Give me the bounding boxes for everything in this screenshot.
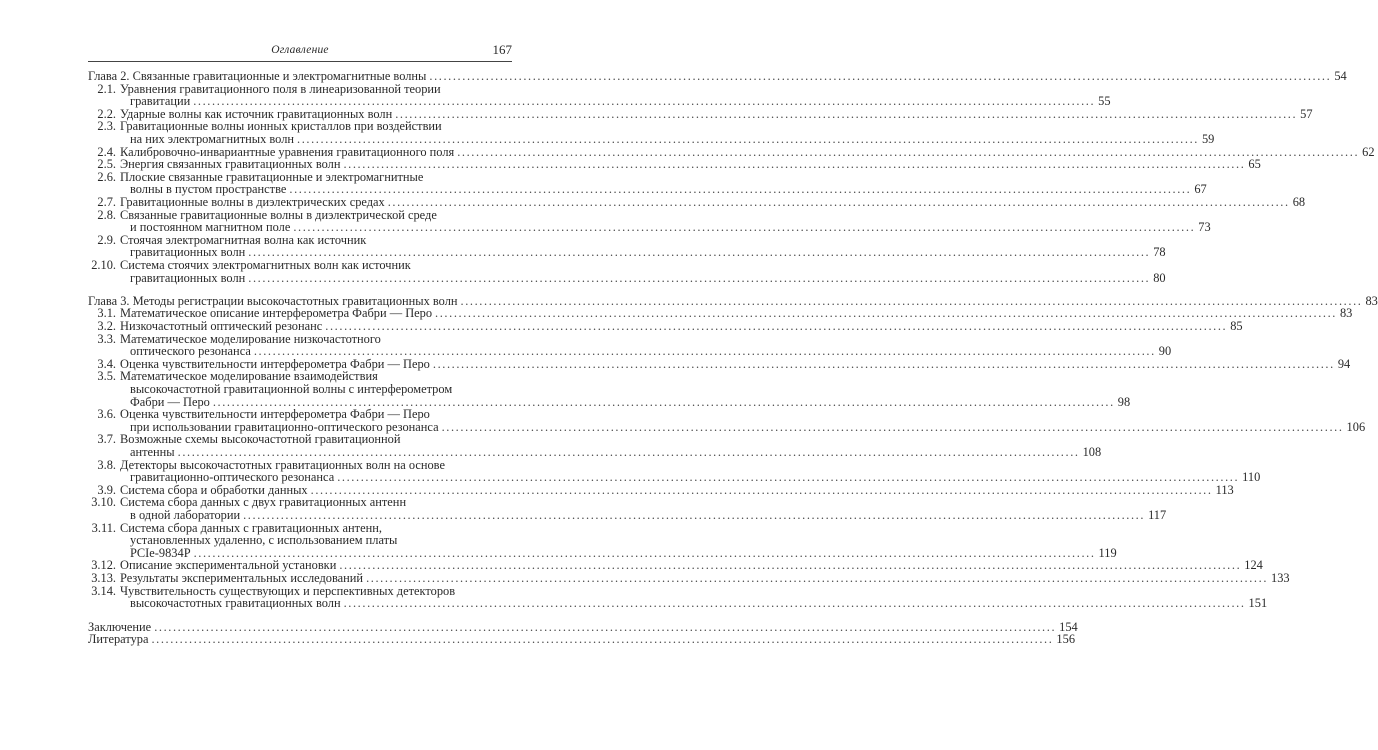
dot-leader: ................................................................................................................................................................................................	[253, 344, 1156, 359]
toc-line-text: высокочастотной гравитационной волны с интерферометром	[130, 382, 453, 397]
toc-line-text: Литература	[88, 632, 149, 647]
toc-section-entry	[88, 257, 1166, 285]
toc-section-number: 2.3.	[97, 119, 116, 134]
toc-line-text: Результаты экспериментальных исследований	[120, 570, 364, 585]
dot-leader: ................................................................................................................................................................................................	[343, 157, 1246, 172]
dot-leader: ................................................................................................................................................................................................	[366, 570, 1269, 585]
toc-line-text: в одной лаборатории	[130, 507, 241, 522]
toc-line	[88, 632, 1076, 647]
toc-line-text: высокочастотных гравитационных волн	[130, 596, 341, 611]
toc-line-text: Связанные гравитационные волны в диэлектрической среде	[120, 207, 437, 222]
toc-line-text: Математическое моделирование взаимодействия	[120, 369, 378, 384]
toc-line-text: Математическое моделирование низкочастотного	[120, 331, 381, 346]
dot-leader: ................................................................................................................................................................................................	[325, 319, 1228, 334]
dot-leader: ................................................................................................................................................................................................	[248, 270, 1151, 285]
toc-line-text: гравитационно-оптического резонанса	[130, 470, 335, 485]
toc-page-number: 124	[1244, 558, 1263, 573]
toc-line-text: Уравнения гравитационного поля в линеаризованной теории	[120, 81, 441, 96]
toc-page-number: 108	[1082, 445, 1102, 460]
toc-line-text: Глава 3. Методы регистрации высокочастотных гравитационных волн	[88, 293, 458, 308]
toc-page-number: 117	[1148, 507, 1167, 522]
toc-page-number: 83	[1339, 306, 1353, 321]
running-header-title: Оглавление	[271, 44, 329, 56]
dot-leader: ................................................................................................................................................................................................	[435, 306, 1337, 321]
toc-line-text: Оценка чувствительности интерферометра Фабри — Перо	[120, 407, 430, 422]
toc-line-text: гравитации	[130, 94, 191, 109]
toc-page-number: 110	[1242, 470, 1261, 485]
toc-line	[120, 259, 512, 272]
toc-section-entry	[88, 520, 1117, 560]
dot-leader: ................................................................................................................................................................................................	[248, 245, 1151, 260]
toc-page-number: 59	[1201, 131, 1215, 146]
toc-line-text: Фабри — Перо	[130, 394, 210, 409]
toc-chapter-entry	[88, 632, 1076, 647]
toc-line-text: Математическое описание интерферометра Фабри — Перо	[120, 306, 433, 321]
dot-leader: ................................................................................................................................................................................................	[339, 558, 1242, 573]
toc-page-number: 78	[1153, 245, 1166, 260]
toc-line	[120, 344, 1172, 359]
toc-page-number: 154	[1059, 619, 1078, 634]
toc-line-text: Заключение	[88, 619, 152, 634]
toc-section-number: 3.13.	[91, 570, 116, 585]
running-header	[88, 40, 512, 60]
toc-page-number: 68	[1292, 194, 1306, 209]
toc-section-entry	[88, 331, 1172, 359]
toc-section-number: 3.8.	[97, 457, 116, 472]
dot-leader: ................................................................................................................................................................................................	[293, 220, 1196, 235]
toc-line-text: Низкочастотный оптический резонанс	[120, 319, 323, 334]
dot-leader: ................................................................................................................................................................................................	[212, 394, 1115, 409]
toc-line-text: Ударные волны как источник гравитационных волн	[120, 106, 393, 121]
toc-line-text: Глава 2. Связанные гравитационные и электромагнитные волны	[88, 69, 427, 83]
toc-section-number: 2.1.	[97, 81, 116, 96]
toc-section-number: 2.2.	[97, 106, 116, 121]
toc-page-number: 57	[1300, 106, 1313, 121]
toc-section-number: 2.5.	[97, 157, 116, 172]
toc-section-number: 3.3.	[97, 331, 116, 346]
toc-section-number: 2.7.	[97, 194, 116, 209]
dot-leader: ................................................................................................................................................................................................	[387, 194, 1290, 209]
toc-line	[120, 408, 512, 421]
toc-line-text: PCIe-9834P	[130, 545, 191, 560]
toc-page-number: 85	[1230, 319, 1243, 334]
dot-leader: ................................................................................................................................................................................................	[193, 545, 1096, 560]
dot-leader: ................................................................................................................................................................................................	[343, 596, 1246, 611]
toc-line-text: антенны	[130, 445, 175, 460]
toc-section-number: 2.9.	[97, 232, 116, 247]
toc-page-number: 98	[1117, 394, 1131, 409]
toc-line	[120, 470, 1261, 485]
toc-section-number: 2.4.	[97, 144, 116, 159]
toc-page-number: 119	[1098, 545, 1117, 560]
dot-leader: ................................................................................................................................................................................................	[177, 445, 1080, 460]
dot-leader: ................................................................................................................................................................................................	[441, 419, 1344, 434]
dot-leader: ................................................................................................................................................................................................	[151, 632, 1054, 647]
toc-section-entry	[88, 119, 1215, 146]
toc-line	[120, 270, 1166, 285]
dot-leader: ................................................................................................................................................................................................	[154, 619, 1057, 634]
toc-page-number: 133	[1271, 570, 1290, 585]
toc-line-text: Система стоячих электромагнитных волн как источник	[120, 257, 411, 272]
toc-section-number: 3.11.	[91, 520, 116, 535]
dot-leader: ................................................................................................................................................................................................	[460, 293, 1363, 308]
toc-line-text: Плоские связанные гравитационные и электромагнитные	[120, 169, 424, 184]
toc-line-text: установленных удаленно, с использованием платы	[130, 533, 398, 548]
toc-section-number: 3.4.	[97, 356, 116, 371]
toc-page-number: 90	[1158, 344, 1172, 359]
toc-section-entry	[88, 81, 1111, 109]
toc-section-number: 3.9.	[97, 482, 116, 497]
header-rule	[88, 61, 512, 62]
toc-line-text: волны в пустом пространстве	[130, 182, 287, 197]
toc-page-number: 73	[1198, 220, 1211, 235]
toc-section-entry	[88, 232, 1166, 260]
toc-line	[120, 596, 1268, 611]
toc-section-number: 3.1.	[97, 306, 116, 321]
dot-leader: ................................................................................................................................................................................................	[337, 470, 1240, 485]
toc-page-number: 65	[1248, 157, 1261, 172]
toc-section-number: 2.10.	[91, 257, 116, 272]
toc-line	[120, 383, 512, 396]
toc-page-number: 106	[1346, 419, 1366, 434]
toc-section-number: 3.14.	[91, 583, 116, 598]
toc-line-text: Стоячая электромагнитная волна как источник	[120, 232, 367, 247]
toc-section-number: 3.10.	[91, 495, 116, 510]
toc-line-text: на них электромагнитных волн	[130, 131, 295, 146]
toc-page-number: 151	[1248, 596, 1268, 611]
toc-line-text: гравитационных волн	[130, 270, 246, 285]
dot-leader: ................................................................................................................................................................................................	[297, 131, 1199, 146]
toc-line-text: Оценка чувствительности интерферометра Фабри — Перо	[120, 356, 430, 371]
toc-line-text: Описание экспериментальной установки	[120, 558, 337, 573]
toc-section-number: 2.8.	[97, 207, 116, 222]
dot-leader: ................................................................................................................................................................................................	[429, 69, 1332, 83]
dot-leader: ................................................................................................................................................................................................	[243, 507, 1146, 522]
toc-page-number: 156	[1056, 632, 1076, 647]
dot-leader: ................................................................................................................................................................................................	[395, 106, 1298, 121]
toc-section-entry	[88, 369, 1131, 409]
toc-line	[120, 94, 1111, 109]
toc-section-number: 3.7.	[97, 432, 116, 447]
toc-page-number: 54	[1334, 69, 1347, 83]
toc-line-text: Калибровочно-инвариантные уравнения гравитационного поля	[120, 144, 455, 159]
toc-section-entry	[88, 407, 1366, 434]
toc-line-text: Возможные схемы высокочастотной гравитационной	[120, 432, 401, 447]
toc-section-entry	[88, 583, 1268, 611]
toc-line-text: Чувствительность существующих и перспективных детекторов	[120, 583, 456, 598]
toc-page-number: 80	[1153, 270, 1166, 285]
toc-line-text: Гравитационные волны в диэлектрических средах	[120, 194, 385, 209]
dot-leader: ................................................................................................................................................................................................	[432, 356, 1335, 371]
toc-section-number: 2.6.	[97, 169, 116, 184]
dot-leader: ................................................................................................................................................................................................	[457, 144, 1360, 159]
toc-line-text: Детекторы высокочастотных гравитационных волн на основе	[120, 457, 445, 472]
toc-page-number: 83	[1365, 293, 1378, 308]
toc-line-text: при использовании гравитационно-оптического резонанса	[130, 419, 439, 434]
toc-line-text: гравитационных волн	[130, 245, 246, 260]
toc-page-number: 113	[1215, 482, 1234, 497]
toc-section-number: 3.6.	[97, 407, 116, 422]
toc-section-entry	[88, 495, 1167, 522]
toc-section-number: 3.12.	[91, 558, 116, 573]
toc-page-number: 94	[1337, 356, 1351, 371]
toc-section-entry	[88, 207, 1211, 235]
toc-section-number: 3.2.	[97, 319, 116, 334]
toc-line-text: Система сбора данных с гравитационных антенн,	[120, 520, 382, 535]
toc-line-text: оптического резонанса	[130, 344, 251, 359]
toc-line-text: Система сбора и обработки данных	[120, 482, 308, 497]
toc-section-entry	[88, 432, 1102, 460]
toc-line	[120, 131, 1215, 146]
toc-line-text: Энергия связанных гравитационных волн	[120, 157, 341, 172]
toc-page-number: 67	[1194, 182, 1207, 197]
toc-line-text: и постоянном магнитном поле	[130, 220, 291, 235]
dot-leader: ................................................................................................................................................................................................	[193, 94, 1096, 109]
toc-line-text: Гравитационные волны ионных кристаллов при воздействии	[120, 119, 442, 134]
dot-leader: ................................................................................................................................................................................................	[289, 182, 1192, 197]
toc-line	[120, 534, 512, 547]
toc-page-number: 62	[1362, 144, 1375, 159]
toc-section-number: 3.5.	[97, 369, 116, 384]
toc-page-number: 55	[1098, 94, 1111, 109]
dot-leader: ................................................................................................................................................................................................	[310, 482, 1213, 497]
page-number: 167	[492, 42, 512, 57]
toc-section-entry	[88, 457, 1261, 485]
toc-section-entry	[88, 169, 1207, 197]
table-of-contents	[88, 69, 1378, 647]
toc-line-text: Система сбора данных с двух гравитационных антенн	[120, 495, 407, 510]
